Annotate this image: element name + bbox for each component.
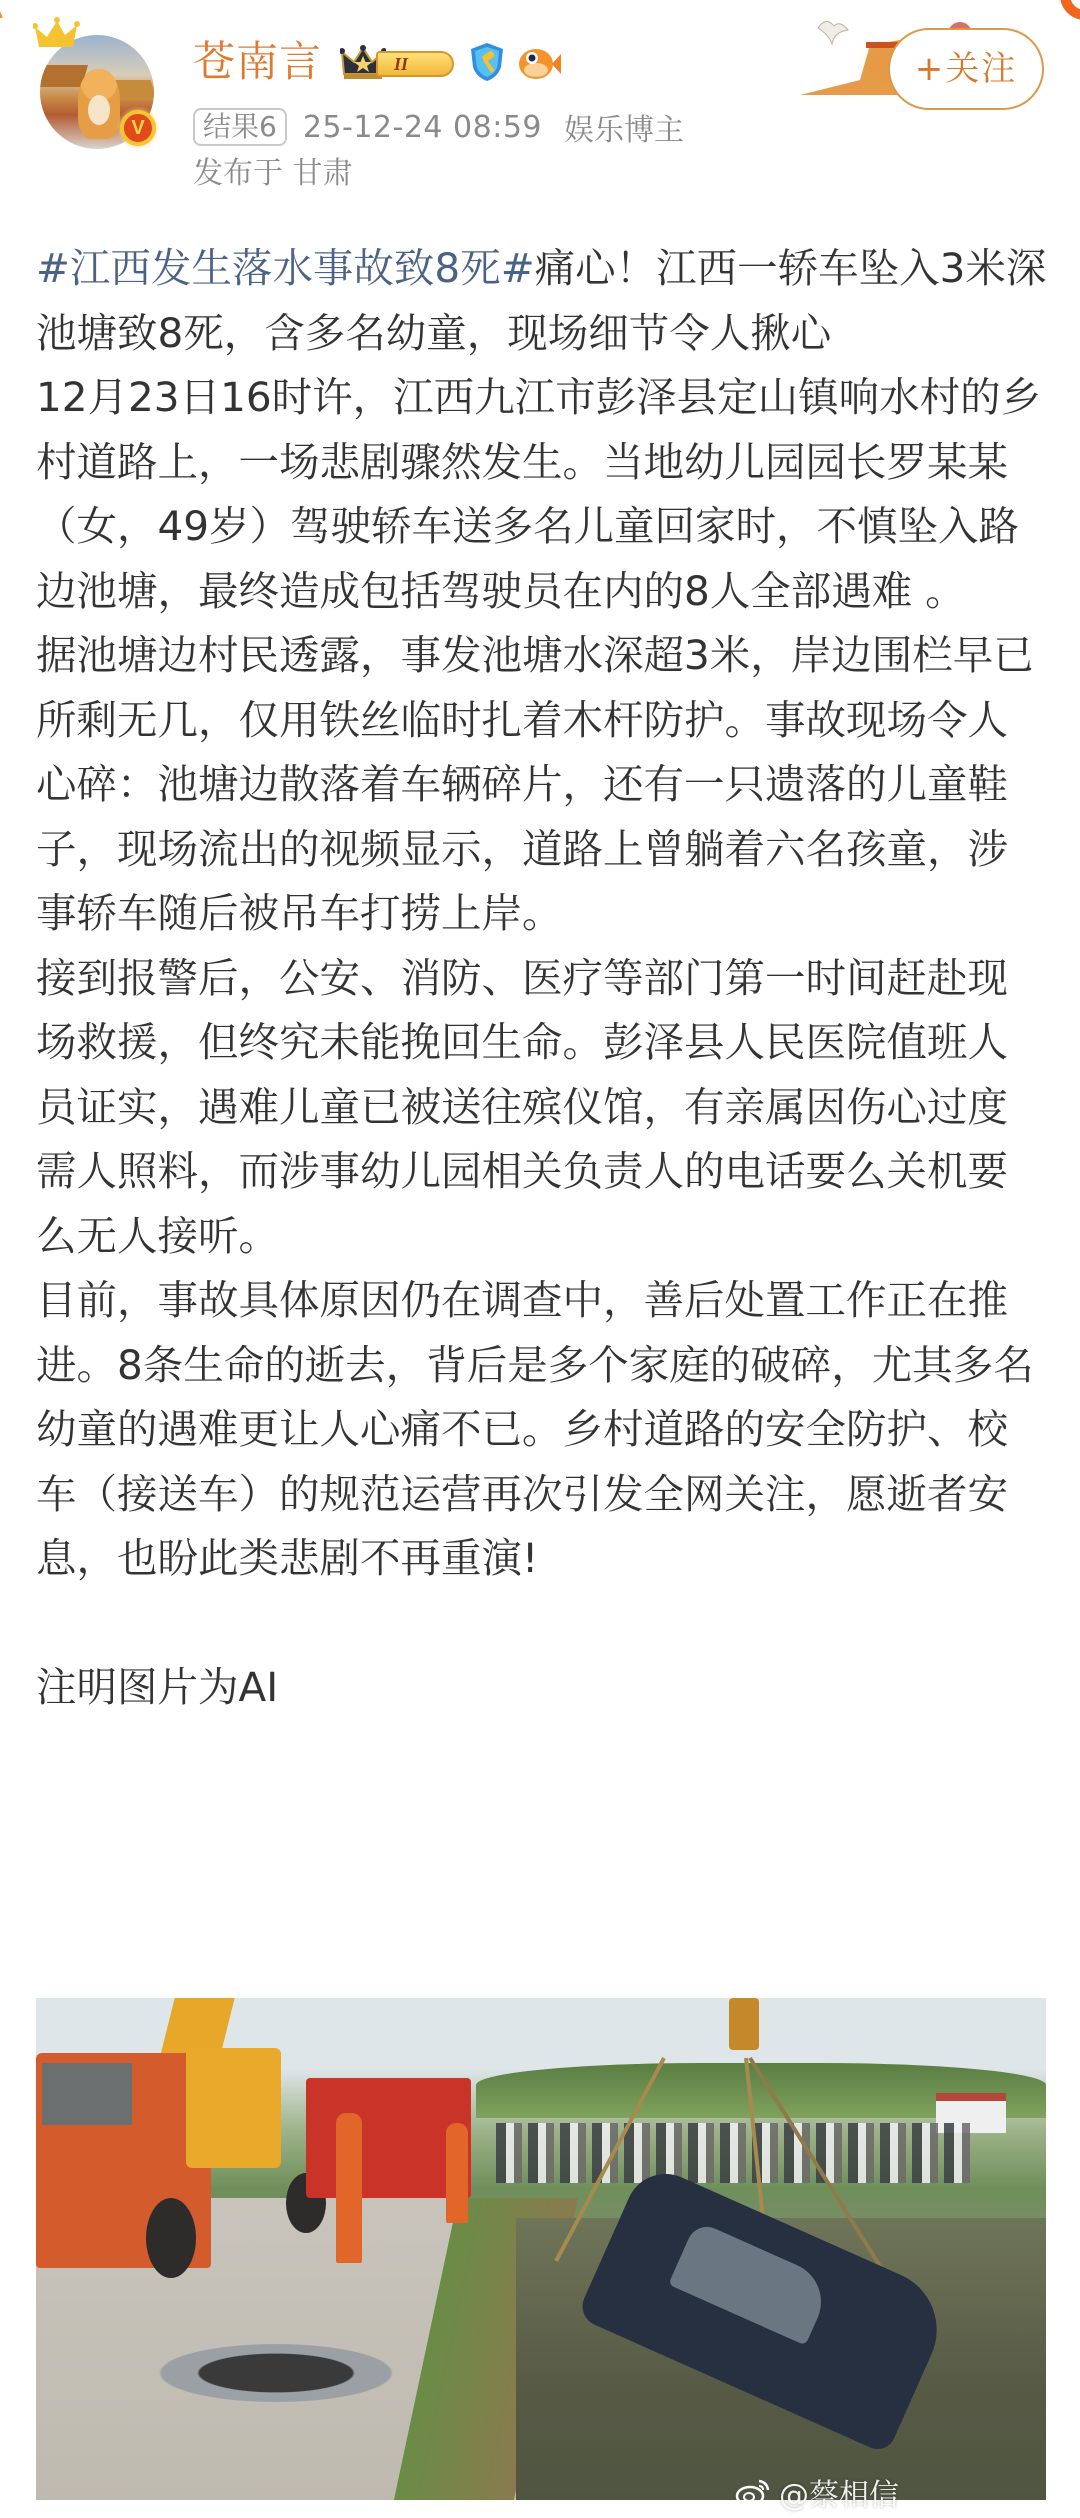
post-image[interactable] [36, 1998, 1046, 2500]
avatar-crown-icon [33, 17, 81, 53]
post-title-paragraph [36, 236, 1048, 365]
post-header [0, 0, 1080, 210]
hashtag-link[interactable]: #江西发生落水事故致8死# [36, 244, 535, 292]
source-tag: 结果6 [193, 108, 287, 146]
avatar-container[interactable] [30, 14, 170, 154]
avatar-cat-chest [88, 95, 110, 125]
watermark-text: @蔡相信 [779, 2478, 899, 2513]
level-number: II [376, 51, 454, 77]
pufferfish-icon[interactable] [516, 42, 562, 82]
post-paragraph: 接到报警后，公安、消防、医疗等部门第一时间赶赴现场救援，但终究未能挽回生命。彭泽县人民医院值班人员证实，遇难儿童已被送往殡仪馆，有亲属因伤心过度需人照料，而涉事幼儿园相关负责人的电话要么关机要么无人接听。 [36, 953, 1008, 1260]
post-paragraph: 目前，事故具体原因仍在调查中，善后处置工作正在推进。8条生命的逝去，背后是多个家庭的破碎，尤其多名幼童的遇难更让人心痛不已。乡村道路的安全防护、校车（接送车）的规范运营再次引发全网关注，愿逝者安息，也盼此类悲剧不再重演! [36, 1276, 1034, 1582]
post-location: 发布于 甘肃 [193, 156, 353, 191]
image-watermark [735, 2474, 899, 2513]
image-debris [156, 2328, 456, 2418]
post-paragraph: 据池塘边村民透露，事发池塘水深超3米，岸边围栏早已所剩无几，仅用铁丝临时扎着木杆防护。事故现场令人心碎：池塘边散落着车辆碎片，还有一只遗落的儿童鞋子，现场流出的视频显示，道路上曾躺着六名孩童，涉事轿车随后被吊车打捞上岸。 [36, 631, 1034, 937]
weibo-logo-icon [735, 2477, 771, 2507]
post-title-text: 痛心！江西一轿车坠入3米深池塘致8死，含多名幼童，现场细节令人揪心 [36, 244, 1047, 357]
verified-badge-icon: V [120, 110, 156, 146]
image-wheel [146, 2198, 196, 2278]
image-crowd [496, 2123, 976, 2183]
post-paragraph: 12月23日16时许，江西九江市彭泽县定山镇响水村的乡村道路上，一场悲剧骤然发生。当地幼儿园园长罗某某（女，49岁）驾驶轿车送多名儿童回家时，不慎坠入路边池塘，最终造成包括驾驶员在内的8人全部遇难 。 [36, 373, 1042, 615]
image-crane-cab [186, 2048, 281, 2168]
follow-button[interactable]: +关注 [888, 28, 1044, 110]
post-body [36, 236, 1048, 1720]
image-firefighter [446, 2123, 468, 2223]
image-firefighter [336, 2113, 362, 2263]
spacer [36, 1591, 1048, 1656]
user-category: 娱乐博主 [564, 113, 684, 148]
level-badge[interactable] [340, 42, 458, 82]
ai-image-note: 注明图片为AI [36, 1663, 279, 1711]
image-crane-hook [729, 1998, 759, 2050]
image-truck-window [42, 2063, 132, 2125]
shield-gavel-icon[interactable] [468, 41, 506, 83]
name-row [193, 34, 562, 90]
meta-row [193, 106, 684, 148]
post-timestamp: 25-12-24 08:59 [302, 109, 542, 145]
username[interactable]: 苍南言 [193, 37, 323, 86]
